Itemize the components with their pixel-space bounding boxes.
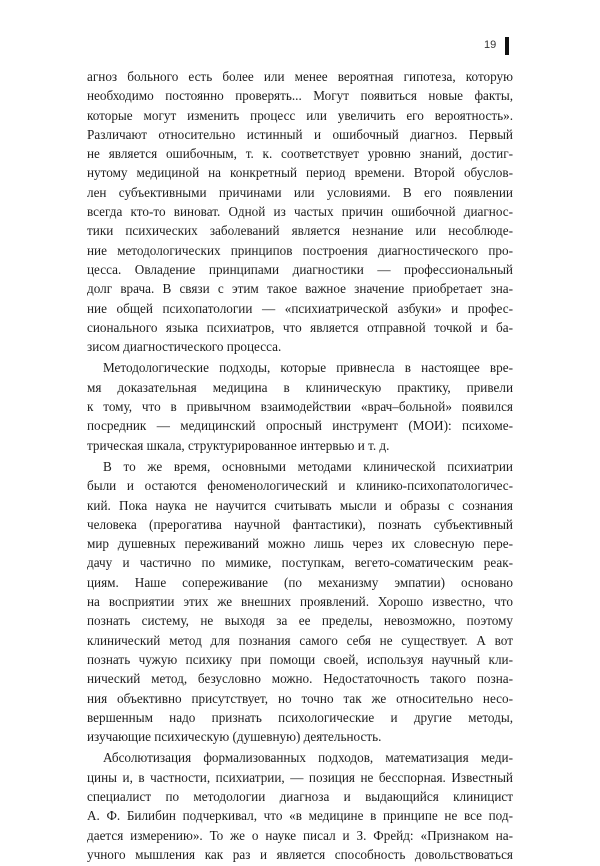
text-line: не является ошибочным, т. к. соответствует уровню знаний, достиг-: [87, 146, 513, 162]
text-line: циям. Наше сопереживание (по механизму эмпатии) основано: [87, 574, 513, 590]
text-line: нический метод, безусловно можно. Недостаточность такого позна-: [87, 671, 513, 687]
text-line: Различают относительно истинный и ошибочный диагноз. Первый: [87, 126, 513, 142]
text-line: агноз больного есть более или менее вероятная гипотеза, которую: [87, 69, 513, 84]
text-line: познать систему, не выходя за ее пределы, невозможно, поэтому: [87, 613, 513, 629]
paragraph-2: [87, 358, 513, 454]
text-line: Методологические подходы, которые привнесла в настоящее вре-: [103, 360, 513, 376]
text-line: ние общей психопатологии — «психиатрической азбуки» и профес-: [87, 300, 513, 316]
body-text: [87, 67, 513, 866]
text-line: нутому медициной на конкретный период времени. Второй обуслов-: [87, 165, 513, 181]
text-line: познать чужую психику при помощи своей, используя научный кли-: [87, 651, 513, 667]
text-line: Абсолютизация формализованных подходов, математизация меди-: [103, 750, 513, 766]
text-line: на восприятии этих же внешних проявлений. Хорошо известно, что: [87, 594, 513, 610]
text-line: кий. Пока наука не научится считывать мысли и образы с сознания: [87, 497, 513, 513]
text-line: изучающие психическую (душевную) деятельность.: [87, 729, 382, 745]
paragraph-4: [87, 748, 513, 864]
page-number: 19: [484, 39, 497, 51]
text-line: ния объективно присутствует, но точно так же относительно несо-: [87, 690, 513, 706]
text-line: всегда кто-то виноват. Одной из частых причин ошибочной диагнос-: [87, 204, 513, 220]
text-line: посредник — медицинский опросный инструмент (МОИ): психоме-: [87, 418, 513, 434]
text-line: тики психических заболеваний является незнание или несоблюде-: [87, 223, 513, 239]
text-line: клинический метод для познания самого себя не существует. А вот: [87, 632, 513, 648]
text-line: В то же время, основными методами клинической психиатрии: [103, 458, 513, 474]
text-line: которые могут изменить процесс или увеличить его вероятность».: [87, 107, 513, 123]
paragraph-1: [87, 67, 513, 356]
text-line: дачу и частично по мимике, поступкам, вегето-соматическим реак-: [87, 555, 513, 571]
text-line: долг врача. В связи с этим такое важное значение приобретает зна-: [87, 281, 513, 297]
page-marker-bar: [505, 37, 509, 55]
text-line: лен субъективными причинами или условиями. В его появлении: [87, 184, 513, 200]
text-line: цины и, в частности, психиатрии, — позиция не бесспорная. Известный: [87, 769, 513, 785]
text-line: специалист по методологии диагноза и выдающийся клиницист: [87, 788, 513, 804]
text-line: человека (прерогатива научной фантастики), познать субъективный: [87, 516, 513, 532]
text-line: ние методологических принципов построения диагностического про-: [87, 242, 513, 258]
text-line: трическая шкала, структурированное интервью и т. д.: [87, 437, 390, 453]
text-line: мир душевных переживаний можно лишь через их словесную пере-: [87, 536, 513, 552]
text-line: А. Ф. Билибин подчеркивал, что «в медицине в принципе не все под-: [87, 808, 513, 824]
text-line: вершенным надо признать психологические и другие методы,: [87, 709, 513, 725]
text-line: учного мышления как раз и является способность довольствоваться: [87, 846, 513, 862]
text-line: были и остаются феноменологический и клинико-психопатологичес-: [87, 478, 513, 494]
text-line: мя доказательная медицина в клиническую практику, привели: [87, 379, 513, 395]
text-line: сионального языка психиатров, что является отправной точкой и ба-: [87, 319, 513, 335]
text-line: дается измерению». То же о науке писал и З. Фрейд: «Признаком на-: [87, 827, 513, 843]
text-line: цесса. Овладение принципами диагностики — профессиональный: [87, 261, 513, 277]
text-line: зисом диагностического процесса.: [87, 339, 282, 355]
text-line: необходимо постоянно проверять... Могут появиться новые факты,: [87, 88, 513, 104]
text-line: к тому, что в привычном взаимодействии «врач–больной» появился: [87, 399, 513, 415]
paragraph-3: [87, 457, 513, 746]
